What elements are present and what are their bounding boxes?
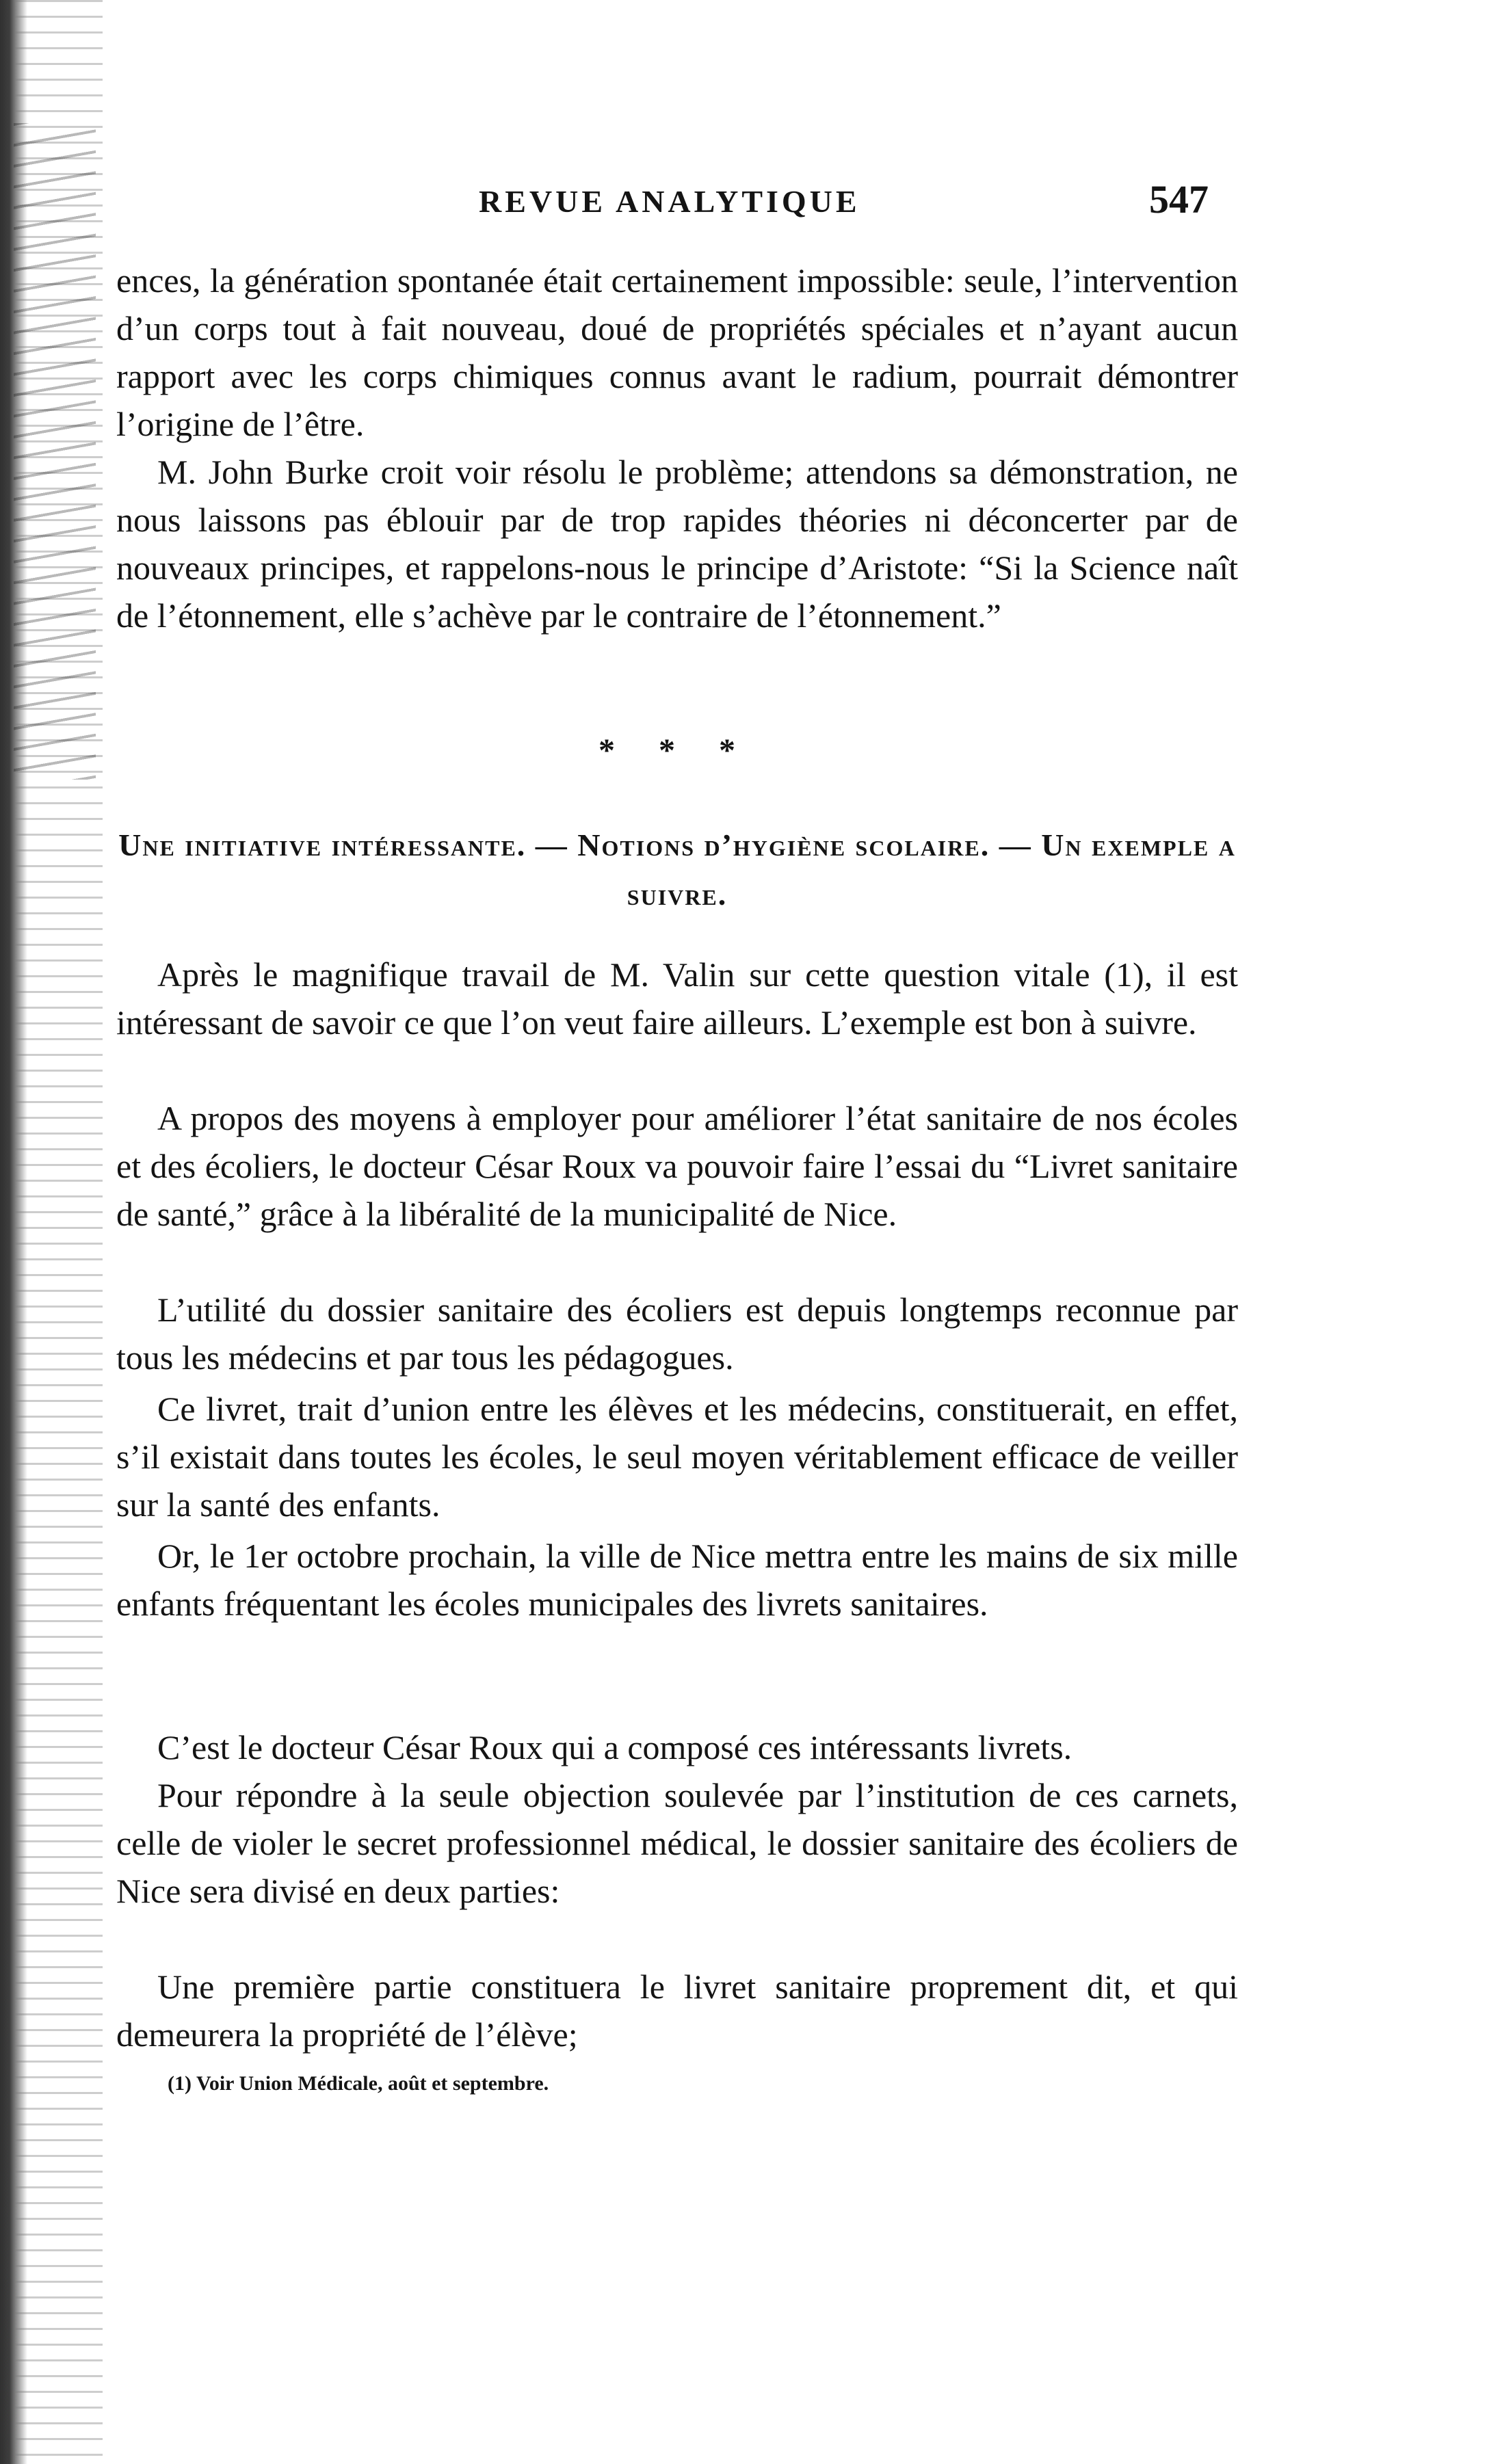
running-head: REVUE ANALYTIQUE xyxy=(479,184,860,219)
section-heading: Une initiative intéressante. — Notions d’hygiène scolaire. — Un exemple a suivre. xyxy=(118,827,1236,912)
paragraph-octobre: Or, le 1er octobre prochain, la ville de Nice mettra entre les mains de six mille enfants fréquentant les écoles municipales des livrets sanitaires. xyxy=(116,1537,1238,1623)
paragraph-livret: Ce livret, trait d’union entre les élèves et les médecins, constituerait, en effet, s’il existait dans toutes les écoles, le seul moyen véritablement efficace de veiller sur la santé des enfants. xyxy=(116,1390,1238,1524)
section-separator: * * * xyxy=(598,732,753,769)
paragraph-roux: C’est le docteur César Roux qui a composé ces intéressants livrets. xyxy=(157,1728,1073,1766)
paragraph-objection: Pour répondre à la seule objection soulevée par l’institution de ces carnets, celle de violer le secret professionnel médical, le dossier sanitaire des écoliers de Nice sera divisé en deux parties: xyxy=(116,1776,1238,1910)
footnote: (1) Voir Union Médicale, août et septembre. xyxy=(168,2072,549,2095)
paragraph-continued: ences, la génération spontanée était certainement impossible: seule, l’intervention d’un corps tout à fait nouveau, doué de propriétés spéciales et n’ayant aucun rapport avec les corps chimiques connus avant le radium, pourrait démontrer l’origine de l’être. xyxy=(116,261,1238,443)
paragraph-utilite: L’utilité du dossier sanitaire des écoliers est depuis longtemps reconnue par tous les médecins et par tous les pédagogues. xyxy=(116,1290,1238,1377)
paragraph-moyens: A propos des moyens à employer pour améliorer l’état sanitaire de nos écoles et des écoliers, le docteur César Roux va pouvoir faire l’essai du “Livret sanitaire de santé,” grâce à la libéralité de la municipalité de Nice. xyxy=(116,1099,1238,1233)
binding-shadow xyxy=(14,123,96,780)
paragraph-valin: Après le magnifique travail de M. Valin sur cette question vitale (1), il est intéressant de savoir ce que l’on veut faire ailleurs. L’exemple est bon à suivre. xyxy=(116,955,1238,1042)
paragraph-burke: M. John Burke croit voir résolu le problème; attendons sa démonstration, ne nous laissons pas éblouir par de trop rapides théories ni déconcerter par de nouveaux principes, et rappelons-nous le principe d’Aristote: “Si la Science naît de l’étonnement, elle s’achève par le contraire de l’étonnement.” xyxy=(116,453,1238,635)
page-number: 547 xyxy=(1149,177,1209,222)
paragraph-premiere-partie: Une première partie constituera le livret sanitaire proprement dit, et qui demeurera la propriété de l’élève; xyxy=(116,1968,1238,2054)
